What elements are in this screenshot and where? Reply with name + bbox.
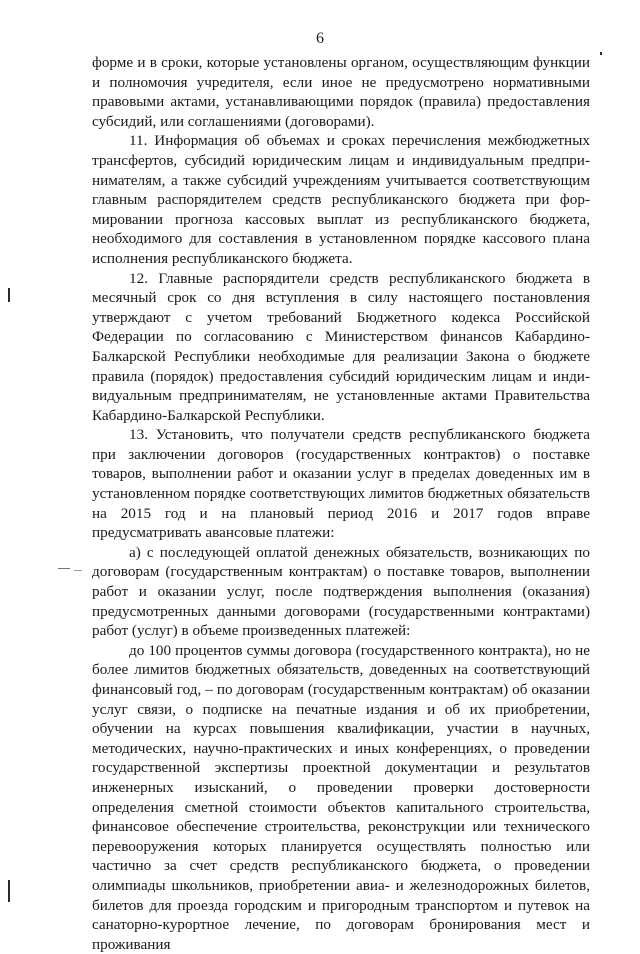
scan-mark-left-top xyxy=(8,288,10,302)
scan-mark-side-dash xyxy=(58,568,70,569)
paragraph-continuation: форме и в сроки, которые установлены органом, осуществляющим функции и полномочия учредителя, если иное не предусмотрено нормативными правовыми актами, устанавливающими порядок (правила) предоставления субсидий, или соглашениями (договорами). xyxy=(92,54,590,130)
scan-mark-side-dash-2 xyxy=(74,570,82,571)
paragraph-13: 13. Установить, что получатели средств республиканского бюджета при заключении договоров (государственных контрактов) о поставке товаров, выполнении работ и оказании услуг в пределах доведенных им в установленном порядке соответствующих лимитов бюджетных обязательств на 2015 год и на плановый период 2016 и 2017 годов вправе предусматривать авансовые платежи: xyxy=(92,426,590,542)
paragraph-12: 12. Главные распорядители средств республиканского бюджета в месячный срок со дня вступления в силу настоящего постановления утверждают с учетом требований Бюджетного кодекса Российской Федерации по согласованию с Министерством финансов Кабардино-Балкарской Республики необходимые для реализации Закона о бюджете правила (порядок) предоставления субсидий юридическим лицам и индивидуальным предпринимателям, не установленные актами Правительства Кабардино-Балкарской Республики. xyxy=(92,269,590,424)
paragraph-13-a: а) с последующей оплатой денежных обязательств, возникающих по договорам (государственным контрактам) о поставке товаров, выполнении работ и оказании услуг, после подтверждения выполнения (оказания) предусмотренных данными договорами (государственными контрактами) работ (услуг) в объеме произведенных платежей: xyxy=(92,543,590,640)
scan-mark-left-bottom xyxy=(8,880,10,902)
scan-mark-right-dot xyxy=(600,52,602,55)
page-number: 6 xyxy=(316,30,324,47)
paragraph-11: 11. Информация об объемах и сроках перечисления межбюджетных трансфертов, субсидий юридическим лицам и индивидуальным предпринимателям, а также субсидий учреждениям учитывается соответствующим главным распорядителем средств республиканского бюджета при формировании прогноза кассовых выплат из республиканского бюджета, необходимого для составления в установленном порядке кассового плана исполнения республиканского бюджета. xyxy=(92,132,590,267)
paragraph-advance-100-percent: до 100 процентов суммы договора (государственного контракта), но не более лимитов бюджетных обязательств, доведенных на соответствующий финансовый год, – по договорам (государственным контрактам) об оказании услуг связи, о подписке на печатные издания и об их приобретении, обучении на курсах повышения квалификации, участии в научных, методических, научно-практических и иных конференциях, о проведении государственной экспертизы проектной документации и результатов инженерных изысканий, о проведении проверки достоверности определения сметной стоимости объектов капитального строительства, финансовое обеспечение строительства, реконструкции или технического перевооружения которых планируется осуществлять полностью или частично за счет средств республиканского бюджета, о проведении олимпиады школьников, приобретении авиа- и железнодорожных билетов, билетов для проезда городским и пригородным транспортом и путевок на санаторно-курортное лечение, по договорам бронирования мест и проживания xyxy=(92,641,590,953)
document-body xyxy=(92,53,590,954)
